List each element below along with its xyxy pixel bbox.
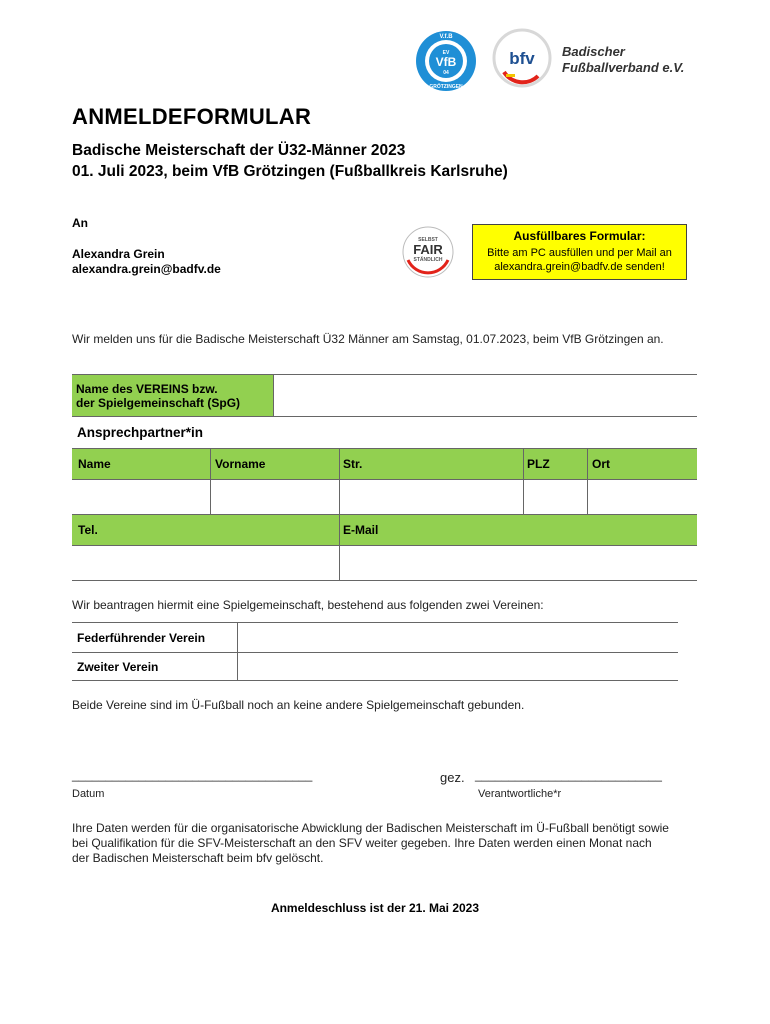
email-input[interactable] <box>340 546 697 580</box>
vfb-ring-top: V.f.B <box>439 34 453 40</box>
notice-line2: alexandra.grein@badfv.de senden! <box>494 261 665 273</box>
col-email-header: E-Mail <box>343 523 379 537</box>
notice-heading: Ausfüllbares Formular: <box>513 229 646 243</box>
col-name-header: Name <box>78 457 111 471</box>
signature-line: ____________________________ <box>475 768 662 782</box>
col-ort-header: Ort <box>592 457 610 471</box>
bfv-letters: bfv <box>509 49 535 68</box>
grid-bottom-line <box>72 580 697 581</box>
name-input[interactable] <box>72 480 210 514</box>
verein-label <box>72 375 274 416</box>
verein-table <box>72 374 697 417</box>
grid-divider <box>523 448 524 514</box>
subtitle-line2: 01. Juli 2023, beim VfB Grötzingen (Fußballkreis Karlsruhe) <box>72 163 508 180</box>
second-club-input[interactable] <box>239 653 678 680</box>
verein-label-line1: Name des VEREINS bzw. <box>76 382 218 396</box>
tel-input[interactable] <box>72 546 339 580</box>
date-label: Datum <box>72 788 105 800</box>
fair-main: FAIR <box>413 242 443 257</box>
col-tel-header: Tel. <box>78 523 98 537</box>
recipient-an: An <box>72 216 88 230</box>
date-line: ____________________________________ <box>72 768 313 782</box>
grid-divider <box>587 448 588 514</box>
fillable-form-notice <box>472 224 687 280</box>
bfv-name-line1: Badischer <box>562 44 625 59</box>
vfb-letters: VfB <box>435 55 457 69</box>
spg-text: Wir beantragen hiermit eine Spielgemeinschaft, bestehend aus folgenden zwei Vereinen: <box>72 598 544 612</box>
vfb-ring-bottom: GRÖTZINGEN <box>429 84 463 90</box>
col-plz-header: PLZ <box>527 457 550 471</box>
responsible-label: Verantwortliche*r <box>478 788 562 800</box>
grid-divider <box>339 448 340 581</box>
vfb-year: 04 <box>443 70 449 76</box>
notice-line1: Bitte am PC ausfüllen und per Mail an <box>487 247 672 259</box>
ort-input[interactable] <box>588 480 697 514</box>
spg-table <box>72 622 678 681</box>
spg-line <box>72 680 678 681</box>
vfb-groetzingen-logo <box>415 30 477 92</box>
intro-text: Wir melden uns für die Badische Meisterschaft Ü32 Männer am Samstag, 01.07.2023, beim VfB Grötzingen an. <box>72 332 664 346</box>
contact-header-row <box>72 448 697 480</box>
page-title: ANMELDEFORMULAR <box>72 104 312 129</box>
bfv-name <box>562 44 684 76</box>
verein-label-line2: der Spielgemeinschaft (SpG) <box>76 396 241 410</box>
str-input[interactable] <box>340 480 523 514</box>
bfv-logo <box>492 28 552 88</box>
fair-logo <box>402 226 454 278</box>
grid-divider <box>210 448 211 514</box>
deadline-text: Anmeldeschluss ist der 21. Mai 2023 <box>270 901 480 915</box>
spg-divider <box>237 622 238 681</box>
vorname-input[interactable] <box>211 480 339 514</box>
verein-input[interactable] <box>276 375 697 416</box>
contact-header-row-2 <box>72 514 697 546</box>
recipient-name: Alexandra Grein <box>72 247 165 261</box>
lead-club-input[interactable] <box>239 623 678 652</box>
plz-input[interactable] <box>524 480 587 514</box>
contact-table <box>72 448 697 581</box>
lead-club-label: Federführender Verein <box>77 631 206 645</box>
col-vorname-header: Vorname <box>215 457 266 471</box>
privacy-text: Ihre Daten werden für die organisatorische Abwicklung der Badischen Meisterschaft im Ü-Fußball benötigt sowie bei Qualifikation für die SFV-Meisterschaft an den SFV weiter gegeben. Ihre Daten werden einen Monat nach der Badischen Meisterschaft beim bfv gelöscht. <box>72 821 669 865</box>
bound-text: Beide Vereine sind im Ü-Fußball noch an keine andere Spielgemeinschaft gebunden. <box>72 698 525 712</box>
fair-top: SELBST <box>418 237 438 243</box>
contact-heading: Ansprechpartner*in <box>77 425 204 440</box>
subtitle-line1: Badische Meisterschaft der Ü32-Männer 2023 <box>72 142 406 159</box>
fair-bottom: STÄNDLICH <box>413 257 443 263</box>
subtitle <box>72 140 508 182</box>
vfb-ev: EV <box>442 50 450 56</box>
gez-label: gez. <box>440 770 465 785</box>
col-str-header: Str. <box>343 457 363 471</box>
recipient-email: alexandra.grein@badfv.de <box>72 262 221 276</box>
recipient-block <box>72 216 221 277</box>
bfv-name-line2: Fußballverband e.V. <box>562 60 685 75</box>
second-club-label: Zweiter Verein <box>77 660 159 674</box>
